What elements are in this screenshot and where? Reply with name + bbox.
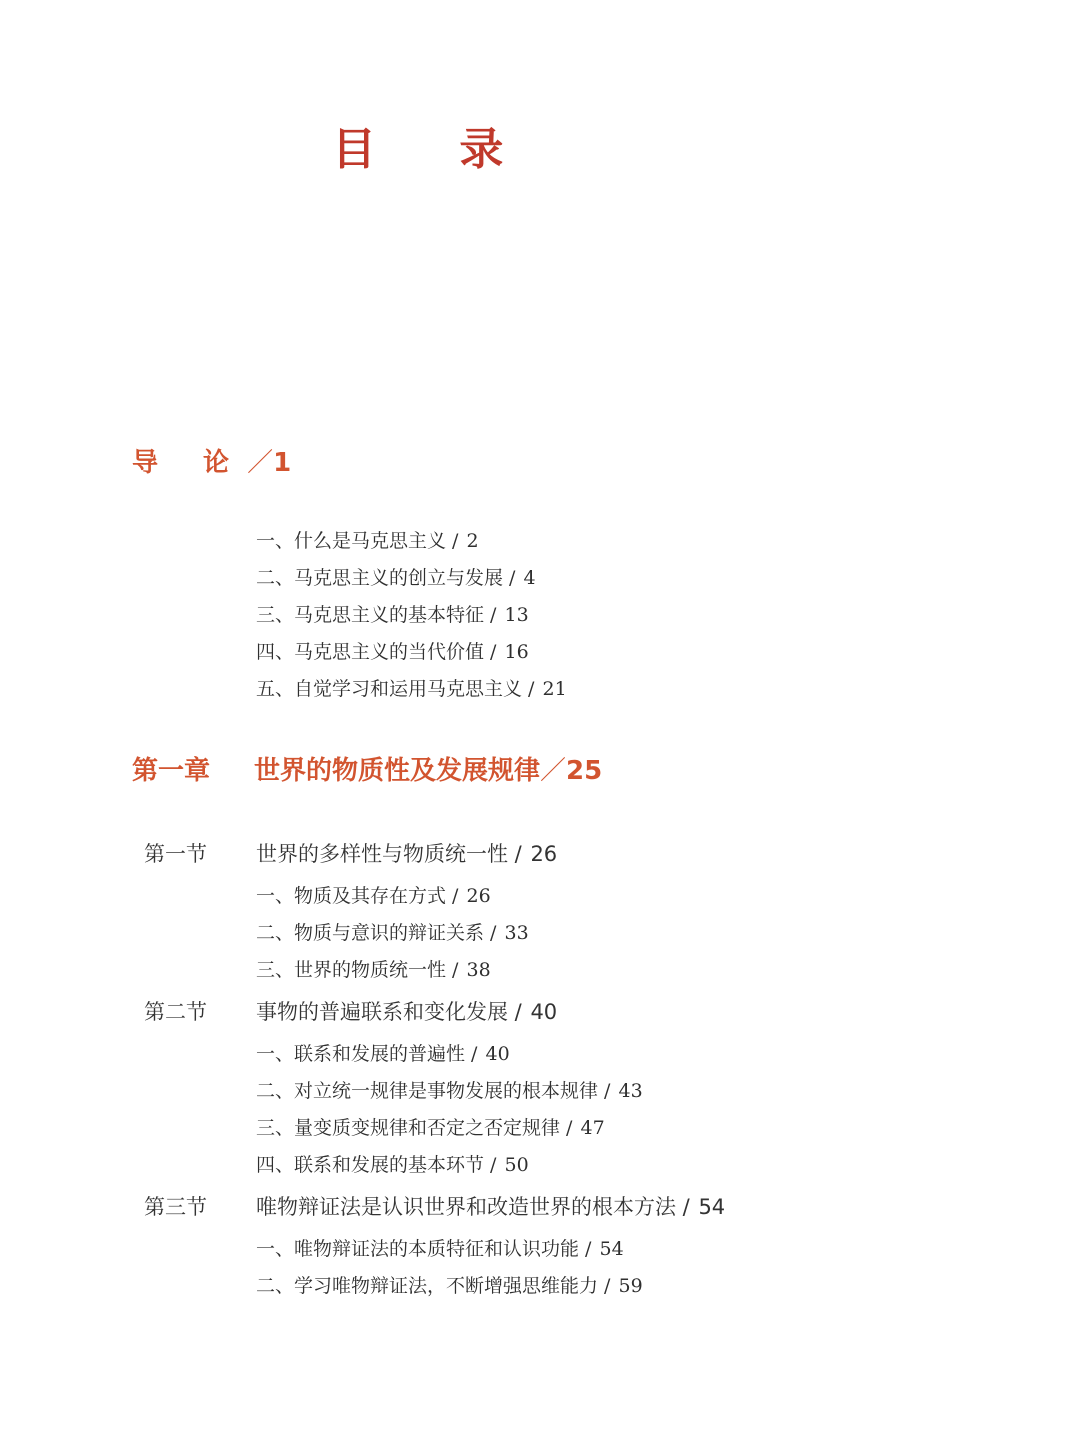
toc-entry[interactable]: 一、物质及其存在方式 / 26 [256, 885, 491, 907]
toc-entry-text: 四、马克思主义的当代价值 [256, 641, 485, 663]
toc-entry-page: 50 [504, 1154, 529, 1176]
intro-page: 1 [273, 448, 292, 478]
toc-entry-text: 三、量变质变规律和否定之否定规律 [256, 1117, 561, 1139]
toc-entry-page: 47 [580, 1117, 605, 1139]
toc-entry[interactable]: 三、世界的物质统一性 / 38 [256, 959, 491, 981]
intro-heading[interactable] [132, 450, 291, 476]
toc-entry-page: 59 [618, 1275, 643, 1297]
toc-entry-page: 26 [466, 885, 491, 907]
toc-entry[interactable]: 二、物质与意识的辩证关系 / 33 [256, 922, 529, 944]
toc-entry-page: 13 [504, 604, 529, 626]
toc-entry[interactable]: 二、对立统一规律是事物发展的根本规律 / 43 [256, 1080, 643, 1102]
toc-entry[interactable]: 一、联系和发展的普遍性 / 40 [256, 1043, 510, 1065]
chapter-number: 第一章 [132, 756, 211, 786]
section-number: 第二节 [144, 1000, 207, 1024]
toc-entry-page: 16 [504, 641, 529, 663]
toc-entry[interactable]: 四、联系和发展的基本环节 / 50 [256, 1154, 529, 1176]
toc-entry-text: 三、马克思主义的基本特征 [256, 604, 485, 626]
toc-entry[interactable]: 二、学习唯物辩证法，不断增强思维能力 / 59 [256, 1275, 643, 1297]
toc-entry-text: 二、马克思主义的创立与发展 [256, 567, 504, 589]
toc-entry-text: 二、物质与意识的辩证关系 [256, 922, 485, 944]
toc-entry[interactable]: 三、量变质变规律和否定之否定规律 / 47 [256, 1117, 605, 1139]
section-number: 第三节 [144, 1195, 207, 1219]
toc-entry[interactable]: 一、什么是马克思主义 / 2 [256, 530, 479, 552]
toc-entry[interactable]: 一、唯物辩证法的本质特征和认识功能 / 54 [256, 1238, 624, 1260]
chapter-title: 世界的物质性及发展规律 [254, 756, 541, 786]
toc-entry-text: 四、联系和发展的基本环节 [256, 1154, 485, 1176]
toc-entry[interactable]: 二、马克思主义的创立与发展 / 4 [256, 567, 536, 589]
intro-separator: ／ [247, 448, 274, 478]
section-heading[interactable]: 第二节 事物的普遍联系和变化发展 / 40 [144, 1000, 558, 1024]
toc-entry-text: 二、学习唯物辩证法，不断增强思维能力 [256, 1275, 599, 1297]
intro-label: 导 论 [132, 448, 248, 478]
toc-entry-text: 一、唯物辩证法的本质特征和认识功能 [256, 1238, 580, 1260]
toc-entry[interactable]: 四、马克思主义的当代价值 / 16 [256, 641, 529, 663]
section-heading[interactable]: 第三节 唯物辩证法是认识世界和改造世界的根本方法 / 54 [144, 1195, 726, 1219]
section-title: 世界的多样性与物质统一性 [256, 842, 508, 866]
toc-entry[interactable]: 三、马克思主义的基本特征 / 13 [256, 604, 529, 626]
chapter-separator: ／ [540, 756, 567, 786]
toc-entry-text: 一、联系和发展的普遍性 [256, 1043, 466, 1065]
toc-entry-text: 一、什么是马克思主义 [256, 530, 447, 552]
toc-entry-page: 2 [466, 530, 479, 552]
toc-entry-text: 三、世界的物质统一性 [256, 959, 447, 981]
toc-entry-text: 二、对立统一规律是事物发展的根本规律 [256, 1080, 599, 1102]
section-number: 第一节 [144, 842, 207, 866]
toc-entry-page: 40 [485, 1043, 510, 1065]
toc-entry[interactable]: 五、自觉学习和运用马克思主义 / 21 [256, 678, 567, 700]
toc-entry-page: 4 [523, 567, 536, 589]
toc-entry-text: 一、物质及其存在方式 [256, 885, 447, 907]
toc-entry-page: 54 [599, 1238, 624, 1260]
page-title: 目 录 [332, 124, 538, 175]
section-page: 26 [530, 842, 558, 866]
toc-entry-page: 33 [504, 922, 529, 944]
toc-entry-text: 五、自觉学习和运用马克思主义 [256, 678, 523, 700]
section-heading[interactable]: 第一节 世界的多样性与物质统一性 / 26 [144, 842, 558, 866]
section-title: 事物的普遍联系和变化发展 [256, 1000, 508, 1024]
section-page: 54 [698, 1195, 726, 1219]
chapter-heading[interactable] [132, 758, 602, 784]
section-page: 40 [530, 1000, 558, 1024]
chapter-page: 25 [566, 756, 603, 786]
section-title: 唯物辩证法是认识世界和改造世界的根本方法 [256, 1195, 676, 1219]
toc-entry-page: 43 [618, 1080, 643, 1102]
toc-entry-page: 21 [542, 678, 567, 700]
toc-entry-page: 38 [466, 959, 491, 981]
